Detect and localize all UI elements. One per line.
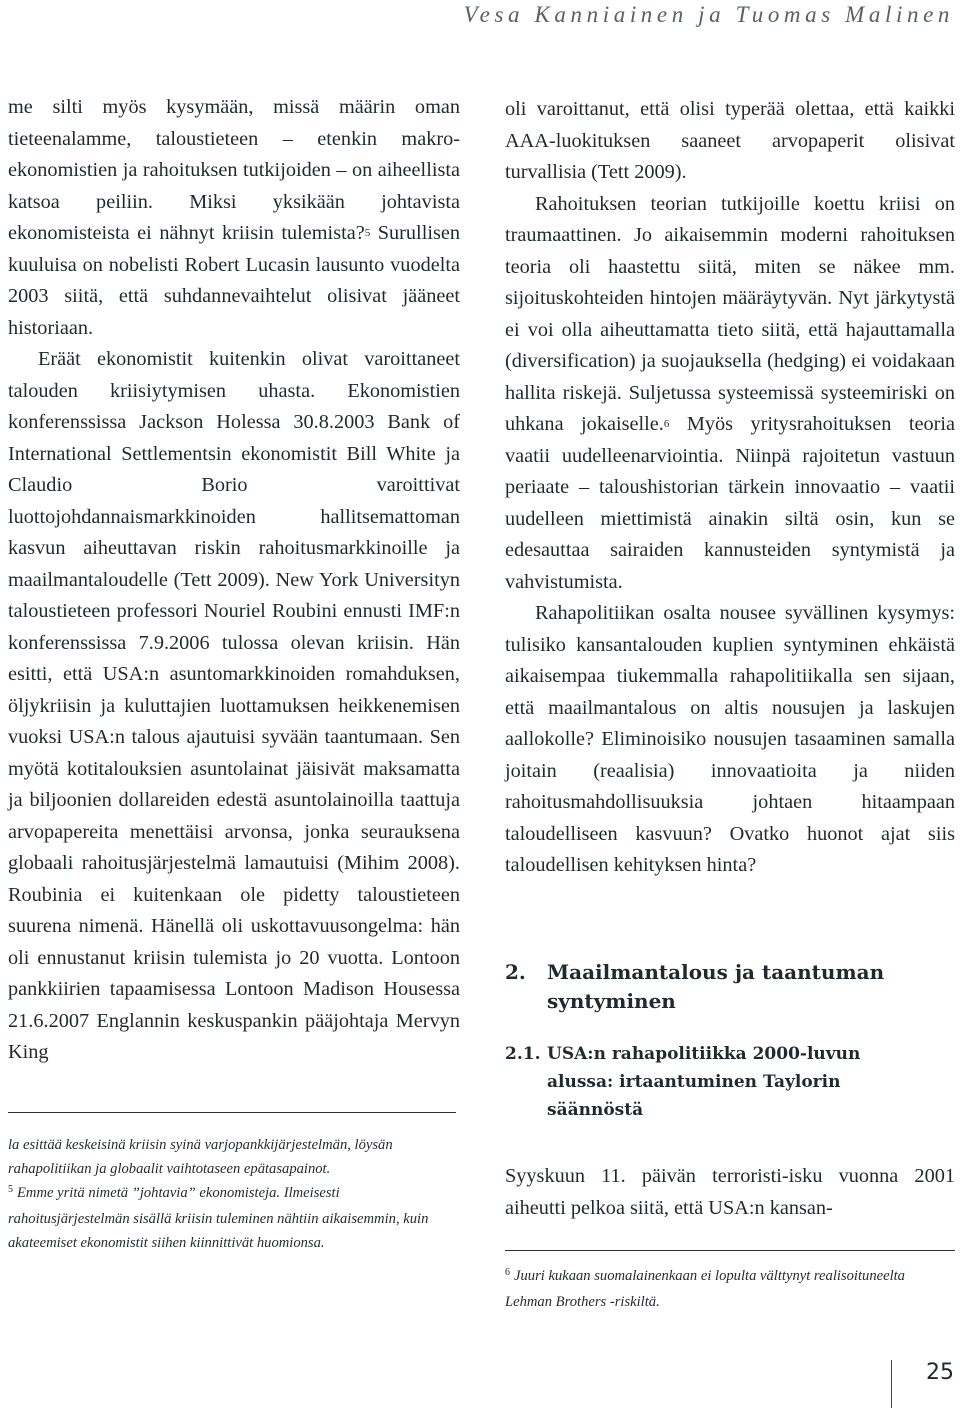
paragraph-text: Surullisen kuuluisa on nobelisti Robert Lucasin lausunto vuodelta 2003 siitä, että suhdannevaihtelut olisivat jääneet historiaan.	[8, 222, 460, 339]
right-column	[505, 94, 955, 882]
section-title: Maailmantalous ja taantuman syntyminen	[547, 960, 885, 1013]
paragraph-text: Rahoituksen teorian tutkijoille koettu kriisi on traumaattinen. Jo aikaisemmin moderni rahoituksen teoria oli haastettu siitä, miten se näkee mm. sijoituskohteiden hintojen määräytyvän. Nyt järkytystä ei voi olla aiheuttamatta tieto siitä, että hajauttamalla (diversification) ja suojauksella (hedging) ei voidakaan hallita riskejä. Suljetussa systeemissä systeemiriski on uhkana jokaiselle.	[505, 192, 955, 435]
footnote-continued: la esittää keskeisinä kriisin syinä varjopankkijärjestelmän, löysän rahapolitiikan ja globaalit vaihtotaseen epätasapainot.	[8, 1137, 393, 1177]
paragraph	[505, 189, 955, 599]
subsection-number: 2.1.	[505, 1044, 541, 1064]
section-number: 2.	[505, 960, 526, 984]
left-footnotes	[8, 1133, 458, 1255]
footnote-divider	[8, 1112, 456, 1113]
page-number-rule	[891, 1360, 892, 1408]
paragraph: oli varoittanut, että olisi typerää olettaa, että kaikki AAA-luokituksen saaneet arvopaperit olisivat turvallisia (Tett 2009).	[505, 98, 955, 183]
subsection-title: USA:n rahapolitiikka 2000-luvun alussa: irtaantuminen Taylorin säännöstä	[547, 1044, 861, 1120]
subsection-body	[505, 1161, 955, 1224]
right-footnotes	[505, 1264, 955, 1314]
page-number: 25	[926, 1360, 954, 1385]
footnote-5	[8, 1181, 458, 1255]
paragraph: Eräät ekonomistit kuitenkin olivat varoittaneet talouden kriisiytymisen uhasta. Ekonomistien konferenssissa Jackson Holessa 30.8.2003 Bank of International Settlementsin ekonomistit Bill White ja Claudio Borio varoittivat luottojohdannaismarkkinoiden hallitsemattoman kasvun aiheuttavan riskin rahoitusmarkkinoille ja maailmantaloudelle (Tett 2009). New York Universityn taloustieteen professori Nouriel Roubini ennusti IMF:n konferenssissa 7.9.2006 tulossa olevan kriisin. Hän esitti, että USA:n asuntomarkkinoiden romahduksen, öljykriisin ja kuluttajien luottamuksen heikkenemisen vuoksi USA:n talous ajautuisi syvään taantumaan. Sen myötä kotitalouksien asuntolainat jäisivät maksamatta ja biljoonien dollareiden edestä asuntolainoilla taattuja arvopapereita menettäisi arvonsa, jonka seurauksena globaali rahoitusjärjestelmä lamautuisi (Mihim 2008). Roubinia ei kuitenkaan ole pidetty taloustieteen suurena nimenä. Hänellä oli uskottavuusongelma: hän oli ennustanut kriisin tulemista jo 20 vuotta. Lontoon pankkiirien tapaamisessa Lontoon Madison Housessa 21.6.2007 Englannin keskuspankin pääjohtaja Mervyn King	[8, 348, 460, 1063]
left-column	[8, 92, 460, 1069]
footnote-ref[interactable]: 6	[663, 418, 670, 430]
footnote-text: Juuri kukaan suomalainenkaan ei lopulta välttynyt realisoituneelta Lehman Brothers -riskiltä.	[505, 1268, 905, 1310]
paragraph-text: me silti myös kysymään, missä määrin oman tieteenalamme, taloustieteen – etenkin makro-ekonomistien ja rahoituksen tutkijoiden – on aiheellista katsoa peiliin. Miksi yksikään johtavista ekonomisteista ei nähnyt kriisin tulemista?	[8, 96, 460, 244]
footnote-divider	[505, 1250, 955, 1251]
subsection-heading	[505, 1040, 945, 1124]
footnote-text: Emme yritä nimetä ”johtavia” ekonomisteja. Ilmeisesti rahoitusjärjestelmän sisällä kriisin tuleminen nähtiin aikaisemmin, kuin akateemiset ekonomistit siihen kiinnittivät huomionsa.	[8, 1185, 429, 1251]
section-heading	[505, 958, 945, 1016]
paragraph: Rahapolitiikan osalta nousee syvällinen kysymys: tulisiko kansantalouden kuplien syntyminen ehkäistä aikaisempaa tiukemmalla rahapolitiikalla sen sijaan, että maailmantalous on altis nousujen ja laskujen aallokolle? Eliminoisiko nousujen tasaaminen samalla joitain (reaalisia) innovaatioita ja niiden rahoitusmahdollisuuksia johtaen hitaampaan taloudelliseen kasvuun? Ovatko huonot ajat siis taloudellisen kehityksen hinta?	[505, 602, 955, 876]
footnote-number: 6	[505, 1267, 510, 1278]
footnote-ref[interactable]: 5	[364, 227, 371, 239]
paragraph-text: Myös yritysrahoituksen teoria vaatii uudelleenarviointia. Niinpä rajoitetun vastuun periaate – taloushistorian tärkein innovaatio – vaatii uudelleen miettimistä ainakin siltä osin, kun se edesauttaa sairaiden kannusteiden syntymistä ja vahvistumista.	[505, 413, 955, 593]
paragraph	[8, 92, 460, 344]
footnote-6	[505, 1264, 955, 1314]
running-header: Vesa Kanniainen ja Tuomas Malinen	[463, 2, 954, 27]
footnote-number: 5	[8, 1184, 13, 1195]
paragraph: Syyskuun 11. päivän terroristi-isku vuonna 2001 aiheutti pelkoa siitä, että USA:n kansan-	[505, 1165, 955, 1219]
